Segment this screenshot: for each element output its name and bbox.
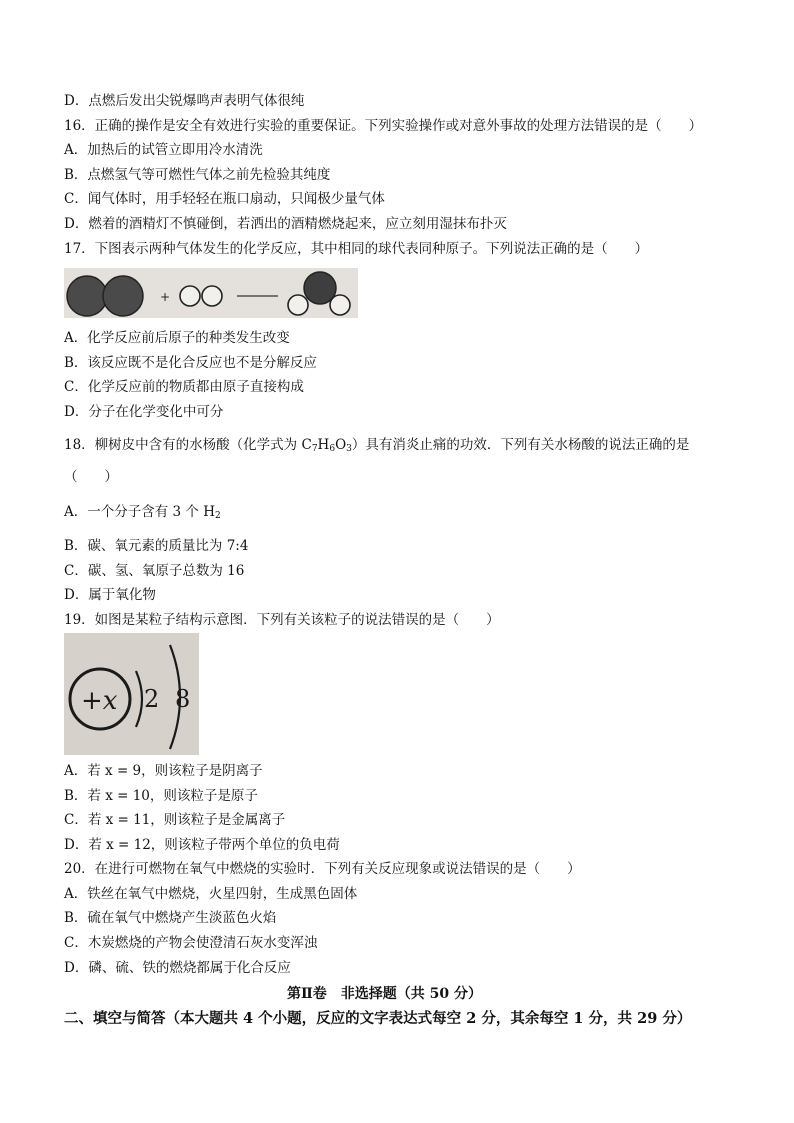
q18-option-a — [64, 503, 221, 525]
q16-option-c: C．闻气体时，用手轻轻在瓶口扇动，只闻极少量气体 — [64, 191, 385, 207]
shell-2-electrons: 8 — [175, 685, 191, 713]
q18-option-a-text: A．一个分子含有 3 个 H — [64, 504, 215, 520]
q18-option-b: B．碳、氧元素的质量比为 7:4 — [64, 538, 249, 554]
light-atom-left — [180, 286, 200, 306]
q18-option-a-sub: 2 — [215, 511, 221, 521]
q20-option-a: A．铁丝在氧气中燃烧，火星四射，生成黑色固体 — [64, 886, 358, 902]
q18-h: H — [317, 437, 330, 453]
q15-option-d: D．点燃后发出尖锐爆鸣声表明气体很纯 — [64, 93, 305, 109]
q20-option-d: D．磷、硫、铁的燃烧都属于化合反应 — [64, 960, 291, 976]
shell-1-electrons: 2 — [144, 685, 160, 713]
q18-answer-paren: （ ） — [64, 469, 118, 485]
particle-structure-svg — [64, 633, 199, 755]
q19-stem: 19．如图是某粒子结构示意图．下列有关该粒子的说法错误的是（ ） — [64, 612, 500, 628]
section-2-title: 第Ⅱ卷 非选择题（共 50 分） — [287, 986, 483, 1002]
q17-option-a: A．化学反应前后原子的种类发生改变 — [64, 330, 290, 346]
reaction-diagram — [64, 268, 358, 318]
nucleus-label: +x — [81, 686, 118, 716]
particle-structure-diagram — [64, 633, 199, 755]
dark-atom-right — [103, 276, 143, 316]
q20-option-c: C．木炭燃烧的产物会使澄清石灰水变浑浊 — [64, 935, 318, 951]
q18-sub-6: 6 — [329, 444, 336, 454]
q18-stem — [64, 436, 689, 458]
reaction-diagram-svg — [64, 268, 358, 318]
q17-option-d: D．分子在化学变化中可分 — [64, 404, 224, 420]
q18-sub-3: 3 — [346, 444, 352, 454]
q19-option-c: C．若 x = 11，则该粒子是金属离子 — [64, 812, 286, 828]
q18-sub-7: 7 — [311, 444, 318, 454]
q18-stem-post: ）具有消炎止痛的功效．下列有关水杨酸的说法正确的是 — [351, 437, 690, 453]
plus-sign: + — [160, 290, 171, 304]
q18-o: O — [335, 437, 347, 453]
q18-stem-pre: 18．柳树皮中含有的水杨酸（化学式为 C — [64, 437, 312, 453]
q16-option-d: D．燃着的酒精灯不慎碰倒，若洒出的酒精燃烧起来，应立刻用湿抹布扑灭 — [64, 216, 507, 232]
q17-option-c: C．化学反应前的物质都由原子直接构成 — [64, 379, 304, 395]
product-light-atom-right — [330, 295, 350, 315]
q17-option-b: B．该反应既不是化合反应也不是分解反应 — [64, 355, 317, 371]
q20-option-b: B．硫在氧气中燃烧产生淡蓝色火焰 — [64, 910, 277, 926]
dark-atom-left — [67, 276, 107, 316]
q16-option-a: A．加热后的试管立即用冷水清洗 — [64, 142, 263, 158]
light-atom-right — [202, 286, 222, 306]
q16-stem: 16．正确的操作是安全有效进行实验的重要保证。下列实验操作或对意外事故的处理方法错误的是（ ） — [64, 118, 703, 134]
q18-option-d: D．属于氧化物 — [64, 587, 156, 603]
q17-stem: 17．下图表示两种气体发生的化学反应，其中相同的球代表同种原子。下列说法正确的是（ ） — [64, 241, 649, 257]
q19-option-b: B．若 x = 10，则该粒子是原子 — [64, 788, 258, 804]
q20-stem: 20．在进行可燃物在氧气中燃烧的实验时．下列有关反应现象或说法错误的是（ ） — [64, 861, 581, 877]
q19-option-a: A．若 x = 9，则该粒子是阴离子 — [64, 763, 263, 779]
q19-option-d: D．若 x = 12，则该粒子带两个单位的负电荷 — [64, 837, 340, 853]
q18-option-c: C．碳、氢、氧原子总数为 16 — [64, 563, 245, 579]
q16-option-b: B．点燃氢气等可燃性气体之前先检验其纯度 — [64, 167, 331, 183]
product-light-atom-left — [288, 295, 308, 315]
section-2-heading: 二、填空与简答（本大题共 4 个小题，反应的文字表达式每空 2 分，其余每空 1 分，共 29 分） — [64, 1010, 692, 1027]
